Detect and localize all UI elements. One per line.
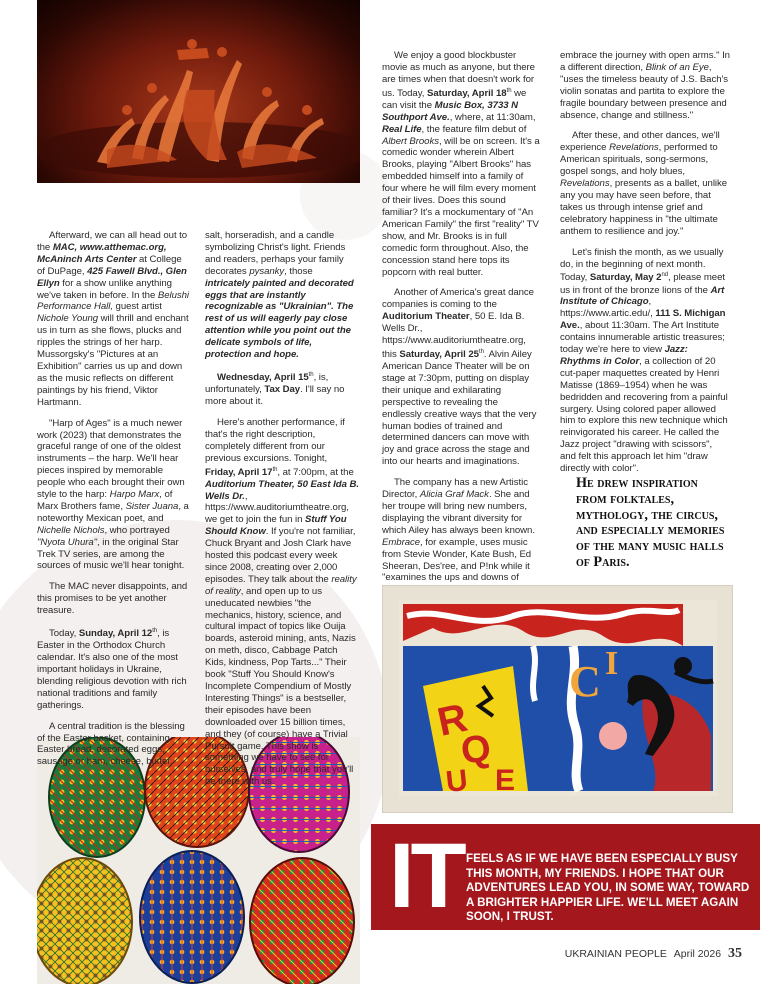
paragraph-mac: Afterward, we can all head out to the MAC, www.atthemac.org, McAninch Arts Center at College of DuPage, 425 Fawell Blvd., Glen Ellyn for a show unlike anything we've taken in before. In the Belushi Performance Hall, guest artist Nichole Young will thrill and enchant us in turn as she flows, plucks and ripples the strings of her harp. Mussorgsky's "Pictures at an Exhibition" carries us up and down as the music reflects on different paintings by his friend, Viktor Hartmann.: [37, 230, 189, 408]
artwork-letter-i: I: [605, 645, 619, 682]
paragraph-harp-of-ages: "Harp of Ages" is a much newer work (2023) that demonstrates the graceful range of one of the oldest instruments – the harp. We'll hear pieces inspired by memorable people who each brought their own style to the harp: Harpo Marx, of Marx Brothers fame, Sister Juana, a noteworthy Mexican poet, and Nichelle Nichols, who portrayed "Nyota Uhura", in the original Star Trek TV series, are among the sources of music we'll hear tonight.: [37, 417, 189, 572]
footer-issue: April 2026: [673, 948, 722, 960]
callout-drop-cap: IT: [389, 825, 463, 927]
artwork-letter-u: U: [444, 763, 470, 799]
paragraph-art-institute: Let's finish the month, as we usually do, in the beginning of next month. Today, Saturday, May 2nd, please meet us in front of the bronze lions of the Art Institute of Chicago, https://www.artic.edu/, 111 S. Michigan Ave., about 11:30am. The Art Institute contains innumerable artistic treasures; today we're here to view Jazz: Rhythms in Color, a collection of 20 cut-paper maquettes created by Henri Matisse (1869–1954) when he was bedridden and recovering from a painful surgery. Using colored paper allowed him to explore this new technique which reinvigorated his career. He called the Jazz project "drawing with scissors", and felt this approach let him "draw directly with color".: [560, 246, 728, 475]
footer-page-number: 35: [728, 946, 742, 961]
article-column-1: [37, 230, 189, 777]
matisse-cirque-artwork: [382, 585, 733, 813]
article-column-2: [205, 230, 360, 797]
callout-text: FEELS AS IF WE HAVE BEEN ESPECIALLY BUSY THIS MONTH, MY FRIENDS. I HOPE THAT OUR ADVENTURES LEAD YOU, IN SOME WAY, TOWARD A BRIGHTER HAPPIER LIFE. WE'LL MEET AGAIN SOON, I TRUST.: [466, 852, 750, 924]
paragraph-ailey: Another of America's great dance companies is coming to the Auditorium Theater, 50 E. Ida B. Wells Dr., https://www.auditoriumtheatre.org, this Saturday, April 25th. Alvin Ailey American Dance Theater will be on stage at 7:30pm, putting on display their unique and exhilarating perspective to revealing the endlessly creative ways that the very human bodies of trained and determined dancers can move with joy and grace across the stage and into our hearts and imaginations.: [382, 287, 537, 468]
artwork-letter-r: R: [433, 695, 472, 745]
footer-magazine: UKRAINIAN PEOPLE: [564, 948, 667, 960]
paragraph-easter: Today, Sunday, April 12th, is Easter in the Orthodox Church calendar. It's also one of the most important holidays in Ukraine, blending religious devotion with rich national traditions and family gatherings.: [37, 628, 187, 711]
paragraph-blink: embrace the journey with open arms." In a different direction, Blink of an Eye, "uses the timeless beauty of J.S. Bach's violin sonatas and partita to explore the fragile boundary between presence and absence, change and stillness.": [560, 50, 730, 121]
paragraph-real-life: We enjoy a good blockbuster movie as much as anyone, but there are times when that doesn't work for us. Today, Saturday, April 18th we can visit the Music Box, 3733 N Southport Ave., where, at 11:30am, Real Life, the feature film debut of Albert Brooks, will be on screen. It's a comedic wonder wherein Albert Brooks, playing "Albert Brooks" has embedded himself into a family of four where he will film every moment of their lives. Does this sound familiar? It's a mockumentary of "An American Family" the first "reality" TV show, and Mr. Brooks is in full comedic form throughout. Also, the concession stand here tops its popcorn with real butter.: [382, 50, 540, 278]
article-column-3: [382, 50, 540, 629]
dancers-photo: [37, 0, 360, 183]
paragraph-tax-day: Wednesday, April 15th, is, unfortunately, Tax Day. I'll say no more about it.: [205, 371, 345, 407]
paragraph-stuff-you-should-know: Here's another performance, if that's the right description, completely different from our previous excursions. Tonight, Friday, April 17th, at 7:00pm, at the Auditorium Theater, 50 East Ida B. Wells Dr., https://www.auditoriumtheatre.org, we get to join the fun in Stuff You Should Know. If you're not familiar, Chuck Bryant and Josh Clark have hosted this podcast every week since 2008, creating over 2,000 episodes. They talk about the reality of reality, and open up to us uneducated newbies "the mechanics, history, science, and cultural impact of topics like Ouija boards, asteroid mining, ants, Nazis on meth, disco, Cabbage Patch Kids, kindness, Pop Tarts..." Their book "Stuff You Should Know's Incomplete Compendium of Mostly Interesting Things" is a bestseller, their episodes have been downloaded over 15 billion times, and they (of course) have a Trivial Pursuit game. This show is something we have to see for ourselves, and truly hope that you'll be there with us.: [205, 416, 359, 788]
artwork-letter-e: E: [495, 764, 516, 797]
paragraph-revelations: After these, and other dances, we'll experience Revelations, performed to American spirituals, song-sermons, gospel songs, and holy blues, Revelations, presents as a ballet, unlike any you may have seen before, that takes us through intense grief and celebratory happiness in "the ultimate anthem to resilience and joy.": [560, 130, 728, 237]
article-column-4: [560, 50, 730, 484]
closing-callout: [371, 824, 760, 930]
paragraph-artistic-director: The company has a new Artistic Director, Alicia Graf Mack. She and her troupe will bring new numbers, displaying the vibrant diversity for which Ailey has always been known. Embrace, for example, uses music from Stevie Wonder, Kate Bush, Ed Sheeran, Des'ree, and P!nk while it "examines the ups and downs of: [382, 477, 535, 584]
pull-quote: He drew inspiration from folktales, mythology, the circus, and especially memories of the many music halls of Paris.: [576, 475, 725, 570]
paragraph-easter-basket: A central tradition is the blessing of the Easter basket, containing Easter bread, decorated eggs, sausage or ham, cheese, butter,: [37, 720, 185, 768]
artwork-letter-c: C: [569, 657, 601, 706]
paragraph-mac-never: The MAC never disappoints, and this promises to be yet another treasure.: [37, 581, 188, 617]
artwork-letter-q: Q: [458, 727, 494, 773]
paragraph-pysanky: salt, horseradish, and a candle symbolizing Christ's light. Friends and readers, perhaps your family decorates pysanky, those intricately painted and decorated eggs that are instantly recognizable as "Ukrainian". The rest of us will eagerly pay close attention while you point out the delicate symbols of life, protection and hope.: [205, 230, 354, 361]
page-footer: [565, 946, 742, 962]
